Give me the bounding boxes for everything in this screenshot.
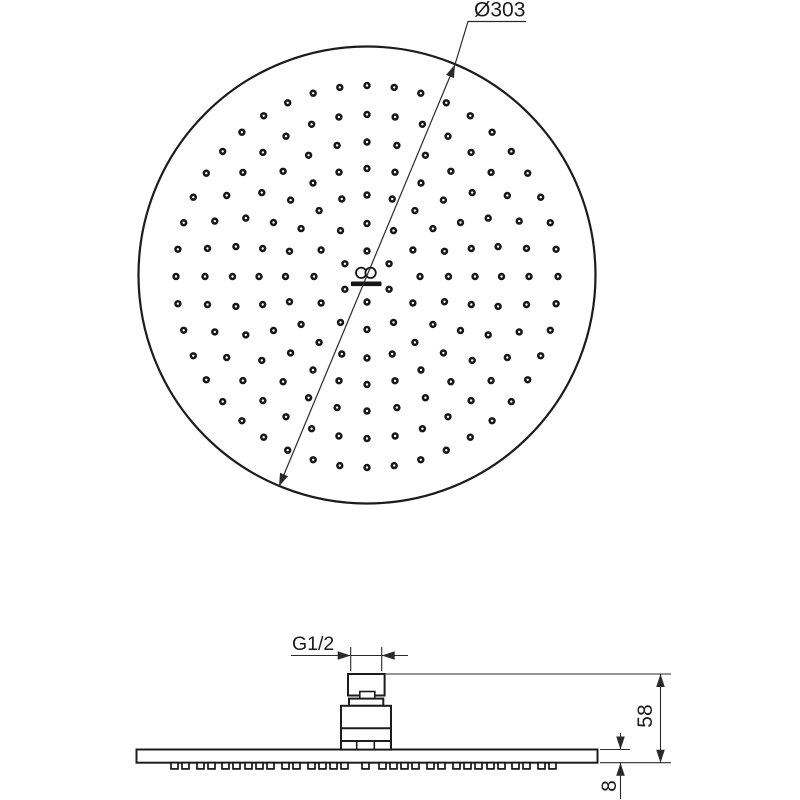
nozzle-dot-hole (424, 397, 426, 399)
nozzle-dot-hole (412, 249, 414, 251)
height-label: 58 (634, 704, 657, 728)
nozzle-dot-hole (525, 247, 527, 249)
nozzle-dot-hole (366, 437, 368, 439)
nozzle-dot-hole (341, 198, 343, 200)
nozzle-dot-hole (506, 356, 508, 358)
nozzle-dot-hole (393, 86, 395, 88)
height-arrowhead-top-icon (656, 674, 665, 687)
nozzle-dot-hole (312, 92, 314, 94)
nozzle-side-square (412, 763, 419, 769)
nozzle-dot-hole (421, 123, 423, 125)
nozzle-dot-hole (241, 420, 243, 422)
nozzle-side-square (197, 763, 204, 769)
nozzle-dot-hole (471, 191, 473, 193)
nozzle-dot-hole (396, 144, 398, 146)
nozzle-dot-hole (245, 334, 247, 336)
nozzle-dot-hole (447, 135, 449, 137)
nozzle-dot-hole (312, 459, 314, 461)
nozzle-dot-hole (204, 275, 206, 277)
nozzle-dot-hole (177, 303, 179, 305)
thread-arrowhead-right-icon (382, 651, 395, 660)
nozzle-dot-hole (366, 141, 368, 143)
collar-nut (349, 699, 383, 706)
nozzle-dot-hole (366, 113, 368, 115)
nozzle-dot-hole (510, 150, 512, 152)
diameter-arrowhead-bottom-icon (279, 473, 288, 487)
nozzle-dot-hole (366, 167, 368, 169)
nozzle-dot-hole (245, 217, 247, 219)
nozzle-side-square (182, 763, 189, 769)
nozzle-dot-hole (414, 209, 416, 211)
nozzle-dot-hole (261, 359, 263, 361)
nozzle-dot-hole (443, 301, 445, 303)
nozzle-dot-hole (447, 416, 449, 418)
nozzle-dot-hole (338, 435, 340, 437)
nozzle-dot-hole (490, 171, 492, 173)
nozzle-dot-hole (474, 275, 476, 277)
nozzle-dot-hole (421, 428, 423, 430)
nozzle-dot-hole (262, 247, 264, 249)
thread-label: G1/2 (292, 633, 335, 655)
nozzle-dot-hole (338, 380, 340, 382)
nozzle-side-square (308, 763, 315, 769)
nozzle-dot-hole (339, 464, 341, 466)
nozzle-dot-hole (506, 194, 508, 196)
nozzle-dot-hole (226, 356, 228, 358)
nozzle-side-square (549, 763, 556, 769)
nozzle-dot-hole (470, 303, 472, 305)
nozzle-dot-hole (555, 303, 557, 305)
nozzle-dot-hole (393, 464, 395, 466)
nozzle-dot-hole (549, 222, 551, 224)
nozzle-side-square (475, 763, 482, 769)
nozzle-dot-hole (339, 86, 341, 88)
nozzle-side-square (293, 763, 300, 769)
nozzle-dot-hole (442, 352, 444, 354)
nozzle-dot-hole (183, 222, 185, 224)
nozzle-dot-hole (471, 359, 473, 361)
nozzle-dot-hole (206, 247, 208, 249)
nozzle-dot-hole (318, 209, 320, 211)
nozzle-dot-hole (241, 131, 243, 133)
nozzle-dot-hole (205, 172, 207, 174)
nozzle-dot-hole (442, 199, 444, 201)
nozzle-dot-hole (450, 170, 452, 172)
nozzle-dot-hole (285, 416, 287, 418)
nozzle-side-square (267, 763, 274, 769)
nozzle-dot-hole (192, 196, 194, 198)
nozzle-dot-hole (258, 275, 260, 277)
nozzle-dot-hole (262, 151, 264, 153)
nozzle-dot-hole (420, 459, 422, 461)
nozzle-dot-hole (175, 275, 177, 277)
top-view (139, 0, 596, 504)
nozzle-side-square (390, 763, 397, 769)
nozzle-dot-hole (235, 305, 237, 307)
nozzle-dot-hole (310, 123, 312, 125)
nozzle-dot-hole (289, 199, 291, 201)
thickness-arrowhead-top-icon (616, 737, 625, 750)
nozzle-side-square (438, 763, 445, 769)
nozzle-dot-hole (391, 198, 393, 200)
nozzle-dot-hole (272, 221, 274, 223)
nozzle-dot-hole (491, 420, 493, 422)
nozzle-dot-hole (445, 102, 447, 104)
nozzle-side-square (330, 763, 337, 769)
nozzle-dot-hole (557, 275, 559, 277)
nozzle-side-square (245, 763, 252, 769)
nozzle-dot-hole (497, 305, 499, 307)
nozzle-dot-hole (289, 352, 291, 354)
nozzle-dot-hole (339, 321, 341, 323)
nozzle-dot-hole (392, 321, 394, 323)
nozzle-side-square (523, 763, 530, 769)
nozzle-dot-hole (263, 436, 265, 438)
nozzle-dot-hole (366, 194, 368, 196)
nozzle-dot-hole (447, 275, 449, 277)
nozzle-dot-hole (338, 171, 340, 173)
nozzle-dot-hole (518, 331, 520, 333)
nozzle-dot-hole (491, 131, 493, 133)
nozzle-dot-hole (242, 171, 244, 173)
nozzle-dot-hole (366, 222, 368, 224)
nozzle-dot-hole (391, 353, 393, 355)
thickness-label: 8 (598, 780, 621, 792)
nozzle-dot-hole (192, 355, 194, 357)
diameter-arrowhead-top-icon (446, 65, 455, 79)
nozzle-dot-hole (235, 245, 237, 247)
nozzle-dot-hole (288, 301, 290, 303)
nozzle-dot-hole (469, 115, 471, 117)
nozzle-dot-hole (470, 151, 472, 153)
nozzle-side-square (256, 763, 263, 769)
nozzle-dot-hole (222, 150, 224, 152)
nozzle-dot-hole (214, 331, 216, 333)
nozzle-dot-hole (396, 406, 398, 408)
nozzle-side-square (427, 763, 434, 769)
nozzle-dot-hole (261, 191, 263, 193)
nozzle-dot-hole (336, 406, 338, 408)
nozzle-dot-hole (214, 220, 216, 222)
nozzle-dot-hole (555, 248, 557, 250)
nozzle-dot-hole (469, 436, 471, 438)
nozzle-dot-hole (313, 275, 315, 277)
nozzle-side-square (487, 763, 494, 769)
nozzle-dot-hole (497, 245, 499, 247)
nozzle-side-square (282, 763, 289, 769)
diameter-dimension-line (279, 65, 455, 487)
plate-profile (137, 750, 598, 763)
height-arrowhead-bottom-icon (656, 750, 665, 763)
nozzle-dot-hole (320, 302, 322, 304)
nozzle-dot-hole (339, 229, 341, 231)
nozzle-side-square (453, 763, 460, 769)
nozzle-dot-hole (394, 171, 396, 173)
nozzle-dot-hole (312, 182, 314, 184)
nozzle-dot-hole (177, 248, 179, 250)
nozzle-dot-hole (527, 379, 529, 381)
nozzle-side-square (401, 763, 408, 769)
nozzle-dot-hole (366, 328, 368, 330)
nozzle-dot-hole (310, 428, 312, 430)
nozzle-dot-hole (366, 357, 368, 359)
nozzle-dot-hole (307, 397, 309, 399)
logo-wordmark-bar (351, 282, 382, 287)
nozzle-dot-hole (394, 116, 396, 118)
nozzle-dot-hole (285, 135, 287, 137)
nozzle-dot-hole (263, 115, 265, 117)
nozzle-dot-hole (206, 303, 208, 305)
nozzle-dot-hole (432, 323, 434, 325)
nozzle-dot-hole (394, 380, 396, 382)
nozzle-side-square (498, 763, 505, 769)
nozzle-row (171, 763, 556, 769)
nozzle-dot-hole (341, 353, 343, 355)
nozzle-side-square (171, 763, 178, 769)
nozzle-dot-hole (420, 182, 422, 184)
nozzle-side-square (222, 763, 229, 769)
thread-arrowhead-left-icon (338, 651, 351, 660)
nozzle-dot-hole (443, 250, 445, 252)
nozzle-dot-hole (540, 196, 542, 198)
nozzle-dot-hole (432, 227, 434, 229)
nozzle-dot-hole (318, 341, 320, 343)
diameter-leader-line (455, 22, 526, 65)
nozzle-dot-hole (445, 449, 447, 451)
nozzle-dot-hole (525, 303, 527, 305)
nozzle-dot-hole (344, 263, 346, 265)
nozzle-side-square (208, 763, 215, 769)
nozzle-dot-hole (320, 249, 322, 251)
nozzle-dot-hole (420, 369, 422, 371)
nozzle-dot-hole (388, 288, 390, 290)
nozzle-dot-hole (392, 229, 394, 231)
nozzle-dot-hole (300, 323, 302, 325)
nozzle-dot-hole (500, 275, 502, 277)
nozzle-dot-hole (510, 400, 512, 402)
nozzle-dot-hole (262, 303, 264, 305)
nozzle-dot-hole (284, 275, 286, 277)
thickness-arrowhead-bottom-icon (616, 763, 625, 776)
nozzle-dot-hole (282, 381, 284, 383)
side-view (137, 633, 672, 799)
nozzle-side-square (379, 763, 386, 769)
diameter-label: Ø303 (474, 0, 526, 22)
nozzle-dot-hole (540, 355, 542, 357)
nozzle-dot-hole (262, 399, 264, 401)
nozzle-dot-hole (226, 194, 228, 196)
nozzle-dot-hole (394, 435, 396, 437)
nozzle-dot-hole (420, 92, 422, 94)
nozzle-dot-hole (366, 250, 368, 252)
nozzle-dot-hole (338, 116, 340, 118)
nozzle-dot-hole (527, 172, 529, 174)
nozzle-dot-hole (242, 379, 244, 381)
nozzle-dot-hole (205, 379, 207, 381)
nozzle-dot-hole (282, 170, 284, 172)
nozzle-side-square (464, 763, 471, 769)
nozzle-dot-hole (222, 400, 224, 402)
nozzle-side-square (319, 763, 326, 769)
nozzle-dot-hole (459, 221, 461, 223)
nozzle-dot-hole (272, 329, 274, 331)
nozzle-dot-hole (287, 449, 289, 451)
nozzle-dot-hole (487, 217, 489, 219)
nozzle-dot-hole (366, 410, 368, 412)
nozzle-dot-hole (307, 154, 309, 156)
connector (341, 674, 391, 750)
nozzle-dot-hole (459, 329, 461, 331)
nozzle-side-square (512, 763, 519, 769)
nozzle-dot-hole (528, 275, 530, 277)
nozzle-side-square (362, 763, 369, 769)
nozzle-dot-hole (412, 302, 414, 304)
nozzle-dot-hole (419, 275, 421, 277)
nozzle-side-square (233, 763, 240, 769)
nozzle-dot-hole (287, 102, 289, 104)
nozzle-dot-hole (312, 369, 314, 371)
nozzle-dot-hole (388, 263, 390, 265)
nozzle-dot-hole (300, 227, 302, 229)
nozzle-dot-hole (518, 220, 520, 222)
nozzle-dot-hole (450, 381, 452, 383)
nozzle-dot-hole (183, 329, 185, 331)
nozzle-dot-hole (549, 329, 551, 331)
nozzle-dot-hole (366, 466, 368, 468)
nozzle-dot-hole (366, 301, 368, 303)
nozzle-dot-hole (414, 341, 416, 343)
nozzle-dot-hole (288, 250, 290, 252)
nozzle-side-square (341, 763, 348, 769)
nozzle-side-square (538, 763, 545, 769)
nozzle-dot-hole (470, 247, 472, 249)
nozzle-dot-hole (344, 288, 346, 290)
nozzle-dot-hole (487, 334, 489, 336)
nozzle-dot-hole (336, 144, 338, 146)
nozzle-dot-hole (366, 84, 368, 86)
nozzle-dot-hole (490, 379, 492, 381)
nozzle-dot-hole (424, 154, 426, 156)
nozzle-dot-hole (231, 275, 233, 277)
nozzle-dot-hole (366, 383, 368, 385)
nozzle-dot-hole (470, 399, 472, 401)
